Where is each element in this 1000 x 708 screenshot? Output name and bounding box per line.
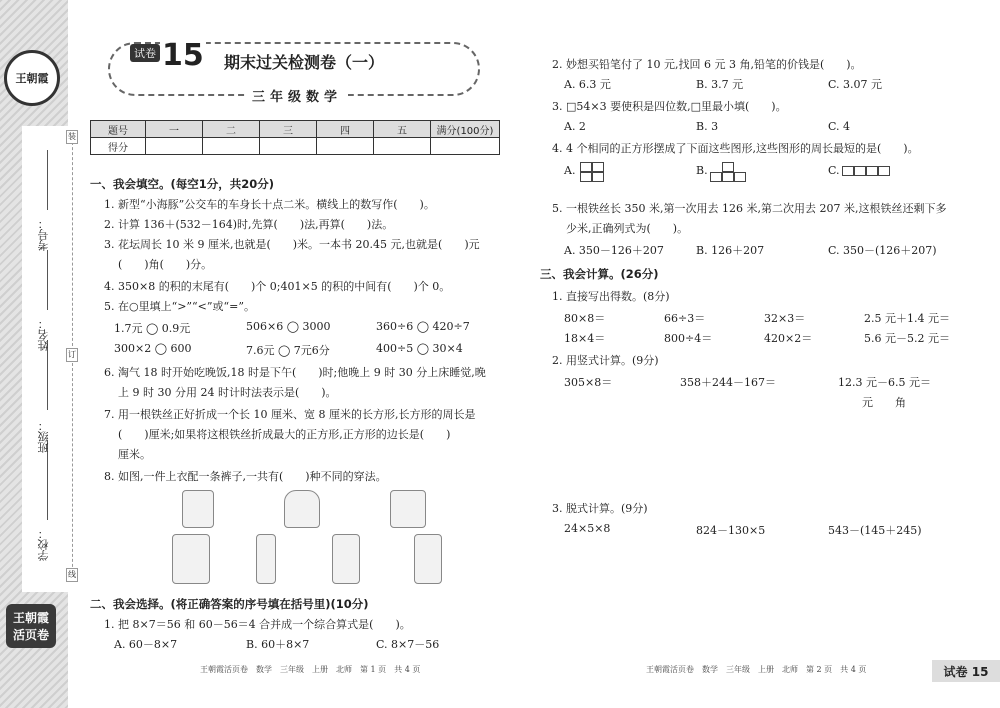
question-1-1: 1. 新型“小海豚”公交车的车身长十点二米。横线上的数写作( )。 xyxy=(104,198,435,211)
mental-math-item: 66÷3＝ xyxy=(664,312,706,325)
question-1-5: 5. 在○里填上“>”“<”或“=”。 xyxy=(104,300,255,313)
score-cell[interactable] xyxy=(431,138,500,155)
exam-number-line xyxy=(47,150,48,210)
vertical-calc-item: 305×8＝ xyxy=(564,376,613,389)
footer-right: 王朝霞活页卷 数学 三年级 上册 北师 第 2 页 共 4 页 xyxy=(646,665,867,674)
exam-tag: 试卷 xyxy=(130,44,160,62)
question-2-5-cont: 少米,正确列式为( )。 xyxy=(566,222,689,235)
compare-item: 7.6元 ◯ 7元6分 xyxy=(246,344,330,357)
shirt-icon xyxy=(182,490,214,528)
exam-number-label: 考号： xyxy=(37,218,50,251)
score-row-label: 得分 xyxy=(91,138,146,155)
compare-item: 360÷6 ◯ 420÷7 xyxy=(376,320,470,333)
binding-strip xyxy=(0,0,68,708)
cut-mark-top: 装 xyxy=(66,130,78,144)
compare-item: 506×6 ◯ 3000 xyxy=(246,320,331,333)
binding-strip-blank xyxy=(22,126,68,592)
page-corner-label: 试卷 15 xyxy=(932,660,1000,682)
square-shape-c xyxy=(842,166,890,176)
option: B. 3 xyxy=(696,120,719,133)
name-line xyxy=(47,250,48,310)
mental-math-item: 2.5 元＋1.4 元＝ xyxy=(864,312,950,325)
score-header-cell: 一 xyxy=(146,121,203,138)
score-table xyxy=(90,120,500,155)
option: A. xyxy=(564,164,576,177)
part-3-1: 1. 直接写出得数。(8分) xyxy=(552,290,670,303)
badge-line-2: 活页卷 xyxy=(12,628,49,642)
badge-line-1: 王朝霞 xyxy=(12,611,49,625)
hoodie-icon xyxy=(284,490,320,528)
option: A. 350－126＋207 xyxy=(564,244,664,257)
compare-item: 1.7元 ◯ 0.9元 xyxy=(114,322,191,335)
question-1-8: 8. 如图,一件上衣配一条裤子,一共有( )种不同的穿法。 xyxy=(104,470,387,483)
score-cell[interactable] xyxy=(317,138,374,155)
option: C. 3.07 元 xyxy=(828,78,883,91)
section-2-title: 二、我会选择。(将正确答案的序号填在括号里)(10分) xyxy=(90,597,369,611)
option: B. 3.7 元 xyxy=(696,78,744,91)
square-shape-a xyxy=(580,162,604,182)
compare-item: 300×2 ◯ 600 xyxy=(114,342,192,355)
question-1-6: 6. 淘气 18 时开始吃晚饭,18 时是下午( )时;他晚上 9 时 30 分上床睡觉,晚 xyxy=(104,366,486,379)
units-label: 元 角 xyxy=(862,396,906,409)
score-header-cell: 四 xyxy=(317,121,374,138)
option: B. xyxy=(696,164,708,177)
step-calc-item: 543－(145＋245) xyxy=(828,524,922,537)
trousers-icon xyxy=(332,534,360,584)
option: C. 4 xyxy=(828,120,851,133)
score-input-row xyxy=(91,138,500,155)
score-header-cell: 五 xyxy=(374,121,431,138)
part-3-3: 3. 脱式计算。(9分) xyxy=(552,502,648,515)
vertical-calc-item: 358＋244－167＝ xyxy=(680,376,776,389)
step-calc-item: 24×5×8 xyxy=(564,522,611,535)
score-header-cell: 三 xyxy=(260,121,317,138)
school-label: 学校： xyxy=(37,528,50,561)
question-2-4: 4. 4 个相同的正方形摆成了下面这些图形,这些图形的周长最短的是( )。 xyxy=(552,142,919,155)
mental-math-item: 800÷4＝ xyxy=(664,332,713,345)
section-3-title: 三、我会计算。(26分) xyxy=(540,267,659,281)
brand-logo: 王朝霞 xyxy=(4,50,60,106)
question-1-7: 7. 用一根铁丝正好折成一个长 10 厘米、宽 8 厘米的长方形,长方形的周长是 xyxy=(104,408,476,421)
question-2-3: 3. □54×3 要使积是四位数,□里最小填( )。 xyxy=(552,100,787,113)
option: A. 60－8×7 xyxy=(114,638,178,651)
score-header-row xyxy=(91,121,500,138)
question-1-7-cont: ( )厘米;如果将这根铁丝折成最大的正方形,正方形的边长是( ) xyxy=(118,428,451,441)
cut-mark-middle: 订 xyxy=(66,348,78,362)
name-label: 姓名： xyxy=(37,318,50,351)
option: C. 8×7－56 xyxy=(376,638,440,651)
score-header-cell: 题号 xyxy=(91,121,146,138)
cut-mark-bottom: 线 xyxy=(66,568,78,582)
option: C. 350－(126＋207) xyxy=(828,244,937,257)
score-cell[interactable] xyxy=(374,138,431,155)
trousers-icon xyxy=(256,534,276,584)
page-subtitle: 三年级数学 xyxy=(246,86,348,105)
score-cell[interactable] xyxy=(146,138,203,155)
trousers-icon xyxy=(414,534,442,584)
score-header-cell: 二 xyxy=(203,121,260,138)
option: A. 6.3 元 xyxy=(564,78,611,91)
mental-math-item: 18×4＝ xyxy=(564,332,606,345)
footer-left: 王朝霞活页卷 数学 三年级 上册 北师 第 1 页 共 4 页 xyxy=(200,665,421,674)
option: B. 60＋8×7 xyxy=(246,638,310,651)
exam-number: 15 xyxy=(162,38,204,73)
option: A. 2 xyxy=(564,120,586,133)
class-label: 班级： xyxy=(37,420,50,453)
mental-math-item: 420×2＝ xyxy=(764,332,813,345)
trousers-icon xyxy=(172,534,210,584)
part-3-2: 2. 用竖式计算。(9分) xyxy=(552,354,659,367)
question-1-2: 2. 计算 136＋(532－164)时,先算( )法,再算( )法。 xyxy=(104,218,394,231)
question-1-3: 3. 花坛周长 10 米 9 厘米,也就是( )米。一本书 20.45 元,也就是( )元 xyxy=(104,238,480,251)
mental-math-item: 5.6 元－5.2 元＝ xyxy=(864,332,950,345)
option: C. xyxy=(828,164,840,177)
question-2-5: 5. 一根铁丝长 350 米,第一次用去 126 米,第二次用去 207 米,这根铁丝还剩下多 xyxy=(552,202,947,215)
option: B. 126＋207 xyxy=(696,244,765,257)
step-calc-item: 824－130×5 xyxy=(696,524,766,537)
question-1-3-cont: ( )角( )分。 xyxy=(118,258,213,271)
mental-math-item: 32×3＝ xyxy=(764,312,806,325)
jacket-icon xyxy=(390,490,426,528)
compare-item: 400÷5 ◯ 30×4 xyxy=(376,342,463,355)
question-2-2: 2. 妙想买铅笔付了 10 元,找回 6 元 3 角,铅笔的价钱是( )。 xyxy=(552,58,862,71)
square-shape-b xyxy=(710,162,746,182)
mental-math-item: 80×8＝ xyxy=(564,312,606,325)
vertical-calc-item: 12.3 元－6.5 元＝ xyxy=(838,376,931,389)
score-cell[interactable] xyxy=(203,138,260,155)
question-1-4: 4. 350×8 的积的末尾有( )个 0;401×5 的积的中间有( )个 0。 xyxy=(104,280,451,293)
question-1-6-cont: 上 9 时 30 分用 24 时计时法表示是( )。 xyxy=(118,386,337,399)
brand-badge xyxy=(6,604,56,648)
score-header-cell: 满分(100分) xyxy=(431,121,500,138)
question-2-1: 1. 把 8×7＝56 和 60－56＝4 合并成一个综合算式是( )。 xyxy=(104,618,411,631)
score-cell[interactable] xyxy=(260,138,317,155)
section-1-title: 一、我会填空。(每空1分，共20分) xyxy=(90,177,275,191)
page-title: 期末过关检测卷（一） xyxy=(220,50,388,73)
question-1-7-cont2: 厘米。 xyxy=(118,448,151,461)
